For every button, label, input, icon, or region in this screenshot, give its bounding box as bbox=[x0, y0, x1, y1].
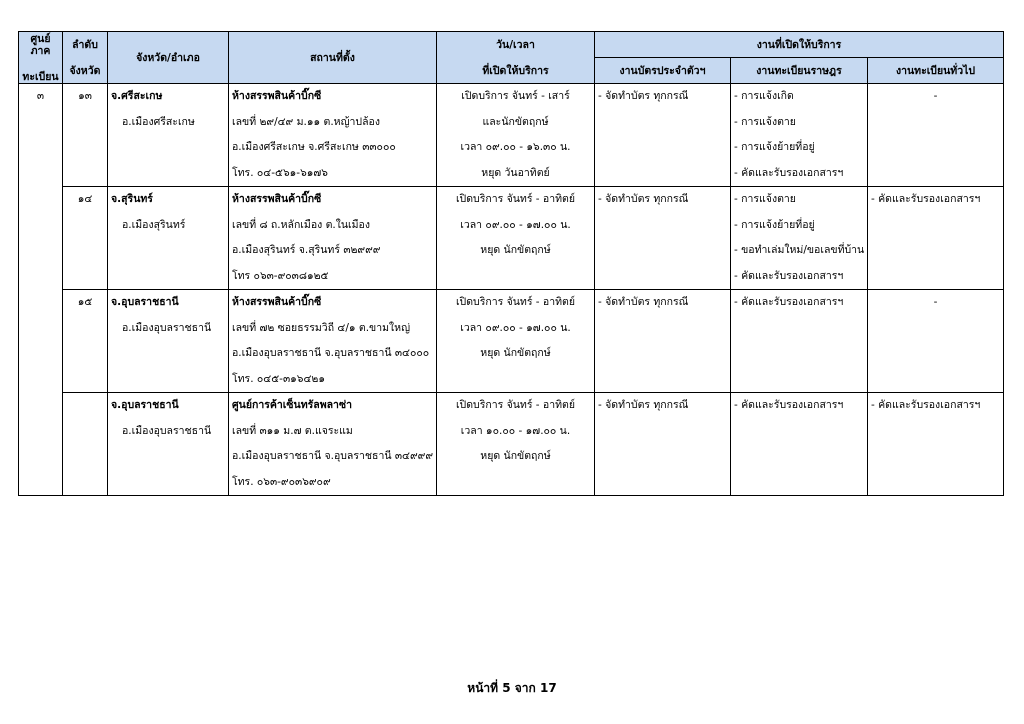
location-address-1: เลขที่ ๓๑๑ ม.๗ ต.แจระแม bbox=[232, 424, 353, 437]
table-body bbox=[19, 84, 1004, 496]
location-cell bbox=[229, 393, 437, 496]
datetime-line-4 bbox=[437, 470, 594, 496]
location-address-1: เลขที่ ๒๙/๔๙ ม.๑๑ ต.หญ้าปล้อง bbox=[232, 115, 380, 128]
header-datetime-line2: ที่เปิดให้บริการ bbox=[482, 64, 549, 77]
service-civil-item bbox=[731, 341, 867, 367]
service-civil-item: - คัดและรับรองเอกสารฯ bbox=[734, 399, 844, 411]
header-region-line1: ศูนย์ภาค bbox=[30, 32, 51, 57]
location-address-2: อ.เมืองศรีสะเกษ จ.ศรีสะเกษ ๓๓๐๐๐ bbox=[232, 141, 396, 153]
location-name: ศูนย์การค้าเซ็นทรัลพลาซ่า bbox=[232, 399, 352, 411]
location-address-1: เลขที่ ๗๒ ซอยธรรมวิถี ๔/๑ ต.ขามใหญ่ bbox=[232, 321, 411, 334]
service-civil-item: - การแจ้งย้ายที่อยู่ bbox=[734, 141, 815, 153]
service-civil-item bbox=[731, 316, 867, 342]
service-id-item: - จัดทำบัตร ทุกกรณี bbox=[598, 399, 689, 411]
service-civil-item: - การแจ้งเกิด bbox=[734, 90, 794, 102]
province-name: จ.ศรีสะเกษ bbox=[111, 90, 163, 102]
table-row bbox=[19, 84, 1004, 187]
table-row bbox=[19, 393, 1004, 496]
service-civil-item bbox=[731, 419, 867, 445]
datetime-line-3: หยุด นักขัตฤกษ์ bbox=[480, 450, 551, 462]
datetime-cell bbox=[437, 187, 595, 290]
order-number: ๑๔ bbox=[77, 193, 93, 205]
service-general-item: - คัดและรับรองเอกสารฯ bbox=[871, 193, 981, 205]
header-service-civil: งานทะเบียนราษฎร bbox=[731, 58, 868, 84]
header-order-line2: จังหวัด bbox=[69, 64, 101, 77]
service-id-cell bbox=[595, 187, 731, 290]
service-locations-table bbox=[18, 31, 1004, 496]
location-phone: โทร. ๐๔-๕๖๑-๖๑๗๖ bbox=[232, 166, 328, 179]
province-name: จ.อุบลราชธานี bbox=[111, 399, 179, 411]
location-address-2: อ.เมืองสุรินทร์ จ.สุรินทร์ ๓๒๙๙๙ bbox=[232, 244, 381, 256]
service-general-item: - คัดและรับรองเอกสารฯ bbox=[871, 399, 981, 411]
header-order-line1: ลำดับ bbox=[72, 38, 98, 51]
service-general-cell bbox=[868, 187, 1004, 290]
header-region-line2: ทะเบียน bbox=[22, 70, 59, 83]
order-number: ๑๓ bbox=[78, 90, 92, 102]
service-civil-item: - การแจ้งย้ายที่อยู่ bbox=[734, 218, 815, 231]
location-name: ห้างสรรพสินค้าบิ๊กซี bbox=[232, 296, 322, 308]
service-civil-cell bbox=[731, 187, 868, 290]
service-civil-item bbox=[731, 367, 867, 393]
region-cell bbox=[19, 84, 63, 496]
service-civil-item: - คัดและรับรองเอกสารฯ bbox=[734, 269, 844, 282]
datetime-line-3: หยุด นักขัตฤกษ์ bbox=[480, 244, 551, 256]
datetime-cell bbox=[437, 84, 595, 187]
datetime-line-4: หยุด วันอาทิตย์ bbox=[481, 166, 550, 179]
order-number: ๑๕ bbox=[77, 296, 93, 308]
service-civil-item: - การแจ้งตาย bbox=[734, 193, 796, 205]
province-name: จ.อุบลราชธานี bbox=[111, 296, 179, 308]
header-service-id: งานบัตรประจำตัวฯ bbox=[595, 58, 731, 84]
datetime-line-1: เปิดบริการ จันทร์ - อาทิตย์ bbox=[455, 193, 576, 205]
datetime-line-4 bbox=[437, 367, 594, 393]
header-region bbox=[19, 32, 63, 84]
header-province: จังหวัด/อำเภอ bbox=[108, 32, 229, 84]
service-general-cell bbox=[868, 393, 1004, 496]
datetime-line-2: เวลา ๐๙.๐๐ - ๑๗.๐๐ น. bbox=[460, 218, 571, 231]
table-row bbox=[19, 187, 1004, 290]
service-civil-item bbox=[731, 444, 867, 470]
header-order bbox=[63, 32, 108, 84]
service-general-item: - bbox=[933, 296, 938, 308]
datetime-line-2: และนักขัตฤกษ์ bbox=[482, 115, 549, 128]
region-number: ๓ bbox=[36, 90, 45, 102]
header-services: งานที่เปิดให้บริการ bbox=[595, 32, 1004, 58]
service-civil-cell bbox=[731, 393, 868, 496]
order-cell bbox=[63, 84, 108, 187]
location-address-2: อ.เมืองอุบลราชธานี จ.อุบลราชธานี ๓๔๐๐๐ bbox=[232, 347, 430, 359]
location-address-1: เลขที่ ๘ ถ.หลักเมือง ต.ในเมือง bbox=[232, 218, 370, 231]
province-cell bbox=[108, 187, 229, 290]
location-phone: โทร ๐๖๓-๙๐๓๘๑๒๕ bbox=[232, 269, 329, 282]
district-name: อ.เมืองอุบลราชธานี bbox=[122, 424, 212, 437]
service-general-cell bbox=[868, 290, 1004, 393]
datetime-line-1: เปิดบริการ จันทร์ - เสาร์ bbox=[461, 90, 570, 102]
datetime-line-1: เปิดบริการ จันทร์ - อาทิตย์ bbox=[455, 399, 576, 411]
datetime-line-3: เวลา ๐๙.๐๐ - ๑๖.๓๐ น. bbox=[460, 141, 571, 153]
location-address-2: อ.เมืองอุบลราชธานี จ.อุบลราชธานี ๓๔๙๙๙ bbox=[232, 450, 434, 462]
service-civil-cell bbox=[731, 84, 868, 187]
datetime-line-1: เปิดบริการ จันทร์ - อาทิตย์ bbox=[455, 296, 576, 308]
header-datetime bbox=[437, 32, 595, 84]
service-civil-item: - การแจ้งตาย bbox=[734, 115, 796, 128]
service-id-item: - จัดทำบัตร ทุกกรณี bbox=[598, 193, 689, 205]
service-general-item: - bbox=[933, 90, 938, 102]
service-id-item: - จัดทำบัตร ทุกกรณี bbox=[598, 296, 689, 308]
district-name: อ.เมืองศรีสะเกษ bbox=[122, 115, 195, 128]
order-cell bbox=[63, 187, 108, 290]
location-phone: โทร. ๐๔๕-๓๑๖๔๒๑ bbox=[232, 372, 326, 385]
district-name: อ.เมืองสุรินทร์ bbox=[122, 218, 186, 231]
page-number: หน้าที่ 5 จาก 17 bbox=[467, 681, 557, 695]
service-civil-cell bbox=[731, 290, 868, 393]
service-id-cell bbox=[595, 290, 731, 393]
location-phone: โทร. ๐๖๓-๙๐๓๖๙๐๙ bbox=[232, 475, 331, 488]
location-name: ห้างสรรพสินค้าบิ๊กซี bbox=[232, 90, 322, 102]
service-civil-item: - ขอทำเล่มใหม่/ขอเลขที่บ้าน bbox=[734, 244, 865, 256]
service-civil-item: - คัดและรับรองเอกสารฯ bbox=[734, 166, 844, 179]
header-datetime-line1: วัน/เวลา bbox=[496, 38, 535, 51]
location-cell bbox=[229, 84, 437, 187]
table-row bbox=[19, 290, 1004, 393]
province-cell bbox=[108, 393, 229, 496]
order-number bbox=[63, 393, 107, 419]
service-general-cell bbox=[868, 84, 1004, 187]
table-header bbox=[19, 32, 1004, 84]
datetime-line-2: เวลา ๐๙.๐๐ - ๑๗.๐๐ น. bbox=[460, 321, 571, 334]
datetime-line-4 bbox=[437, 264, 594, 290]
service-id-item: - จัดทำบัตร ทุกกรณี bbox=[598, 90, 689, 102]
location-name: ห้างสรรพสินค้าบิ๊กซี bbox=[232, 193, 322, 205]
district-name: อ.เมืองอุบลราชธานี bbox=[122, 321, 212, 334]
location-cell bbox=[229, 290, 437, 393]
datetime-line-2: เวลา ๑๐.๐๐ - ๑๗.๐๐ น. bbox=[460, 424, 571, 437]
service-civil-item: - คัดและรับรองเอกสารฯ bbox=[734, 296, 844, 308]
service-civil-item bbox=[731, 470, 867, 496]
service-id-cell bbox=[595, 84, 731, 187]
datetime-line-3: หยุด นักขัตฤกษ์ bbox=[480, 347, 551, 359]
province-name: จ.สุรินทร์ bbox=[111, 193, 153, 205]
datetime-cell bbox=[437, 393, 595, 496]
header-location: สถานที่ตั้ง bbox=[229, 32, 437, 84]
datetime-cell bbox=[437, 290, 595, 393]
header-service-general: งานทะเบียนทั่วไป bbox=[868, 58, 1004, 84]
order-cell bbox=[63, 290, 108, 393]
order-cell bbox=[63, 393, 108, 496]
province-cell bbox=[108, 290, 229, 393]
service-id-cell bbox=[595, 393, 731, 496]
province-cell bbox=[108, 84, 229, 187]
location-cell bbox=[229, 187, 437, 290]
